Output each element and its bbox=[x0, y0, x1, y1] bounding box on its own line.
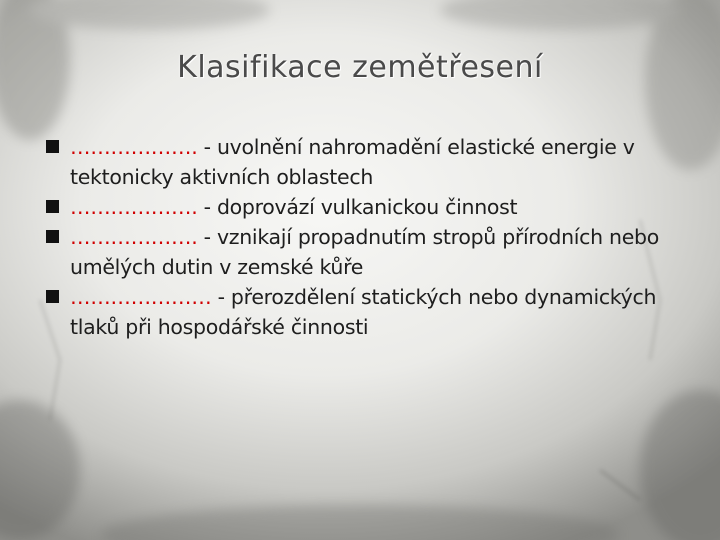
item-text: - vznikají propadnutím stropů přírodních nebo umělých dutin v zemské kůře bbox=[70, 225, 659, 279]
list-item bbox=[44, 282, 684, 342]
slide-title: Klasifikace zemětřesení bbox=[177, 50, 543, 85]
item-text: - přerozdělení statických nebo dynamických tlaků při hospodářské činnosti bbox=[70, 285, 657, 339]
bullet-list bbox=[44, 132, 684, 342]
list-item bbox=[44, 192, 684, 222]
list-item bbox=[44, 222, 684, 282]
square-bullet-icon bbox=[46, 290, 59, 303]
square-bullet-icon bbox=[46, 230, 59, 243]
square-bullet-icon bbox=[46, 140, 59, 153]
blank-placeholder: ………………. bbox=[70, 195, 198, 219]
square-bullet-icon bbox=[46, 200, 59, 213]
blank-placeholder: ………………… bbox=[70, 285, 212, 309]
item-text: - uvolnění nahromadění elastické energie v tektonicky aktivních oblastech bbox=[70, 135, 635, 189]
blank-placeholder: ………………. bbox=[70, 135, 198, 159]
blank-placeholder: ………………. bbox=[70, 225, 198, 249]
list-item bbox=[44, 132, 684, 192]
item-text: - doprovází vulkanickou činnost bbox=[197, 195, 518, 219]
